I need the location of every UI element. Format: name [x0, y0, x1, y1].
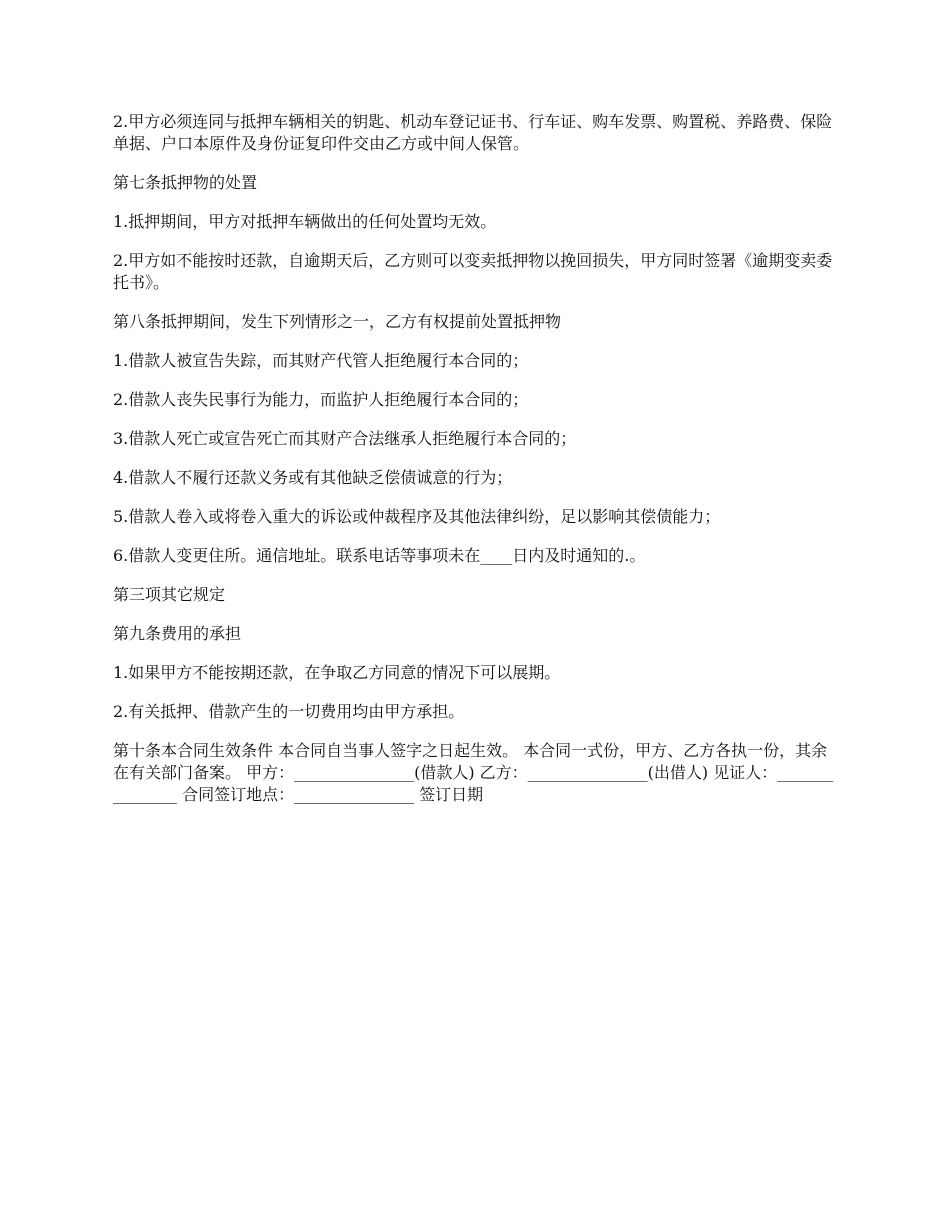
- document-body: [113, 111, 841, 823]
- article-heading: 第八条抵押期间，发生下列情形之一，乙方有权提前处置抵押物: [113, 312, 562, 331]
- article-heading: 第九条费用的承担: [113, 624, 242, 643]
- clause-paragraph: 1.如果甲方不能按期还款，在争取乙方同意的情况下可以展期。: [113, 663, 561, 682]
- clause-paragraph: 3.借款人死亡或宣告死亡而其财产合法继承人拒绝履行本合同的；: [113, 429, 577, 448]
- clause-paragraph: 2.借款人丧失民事行为能力，而监护人拒绝履行本合同的；: [113, 390, 529, 409]
- clause-paragraph: 2.有关抵押、借款产生的一切费用均由甲方承担。: [113, 702, 465, 721]
- clause-paragraph: 1.借款人被宣告失踪，而其财产代管人拒绝履行本合同的；: [113, 351, 529, 370]
- clause-paragraph: 1.抵押期间，甲方对抵押车辆做出的任何处置均无效。: [113, 212, 497, 231]
- clause-paragraph: 2.甲方如不能按时还款，自逾期天后，乙方则可以变卖抵押物以挽回损失，甲方同时签署《逾期变卖委托书》。: [113, 251, 833, 292]
- clause-paragraph: 5.借款人卷入或将卷入重大的诉讼或仲裁程序及其他法律纠纷，足以影响其偿债能力；: [113, 507, 721, 526]
- clause-paragraph: 6.借款人变更住所。通信地址。联系电话等事项未在____日内及时通知的.。: [113, 546, 646, 565]
- section-heading: 第三项其它规定: [113, 585, 226, 604]
- clause-paragraph: 4.借款人不履行还款义务或有其他缺乏偿债诚意的行为；: [113, 468, 513, 487]
- article-heading: 第七条抵押物的处置: [113, 173, 258, 192]
- signature-paragraph: 第十条本合同生效条件 本合同自当事人签字之日起生效。 本合同一式份，甲方、乙方各执一份，其余在有关部门备案。 甲方：_______________(借款人) 乙方：_______________(出借人) 见证人：_______________ 合同签订地点：_______________ 签订日期: [113, 741, 834, 804]
- clause-paragraph: 2.甲方必须连同与抵押车辆相关的钥匙、机动车登记证书、行车证、购车发票、购置税、养路费、保险单据、户口本原件及身份证复印件交由乙方或中间人保管。: [113, 112, 833, 153]
